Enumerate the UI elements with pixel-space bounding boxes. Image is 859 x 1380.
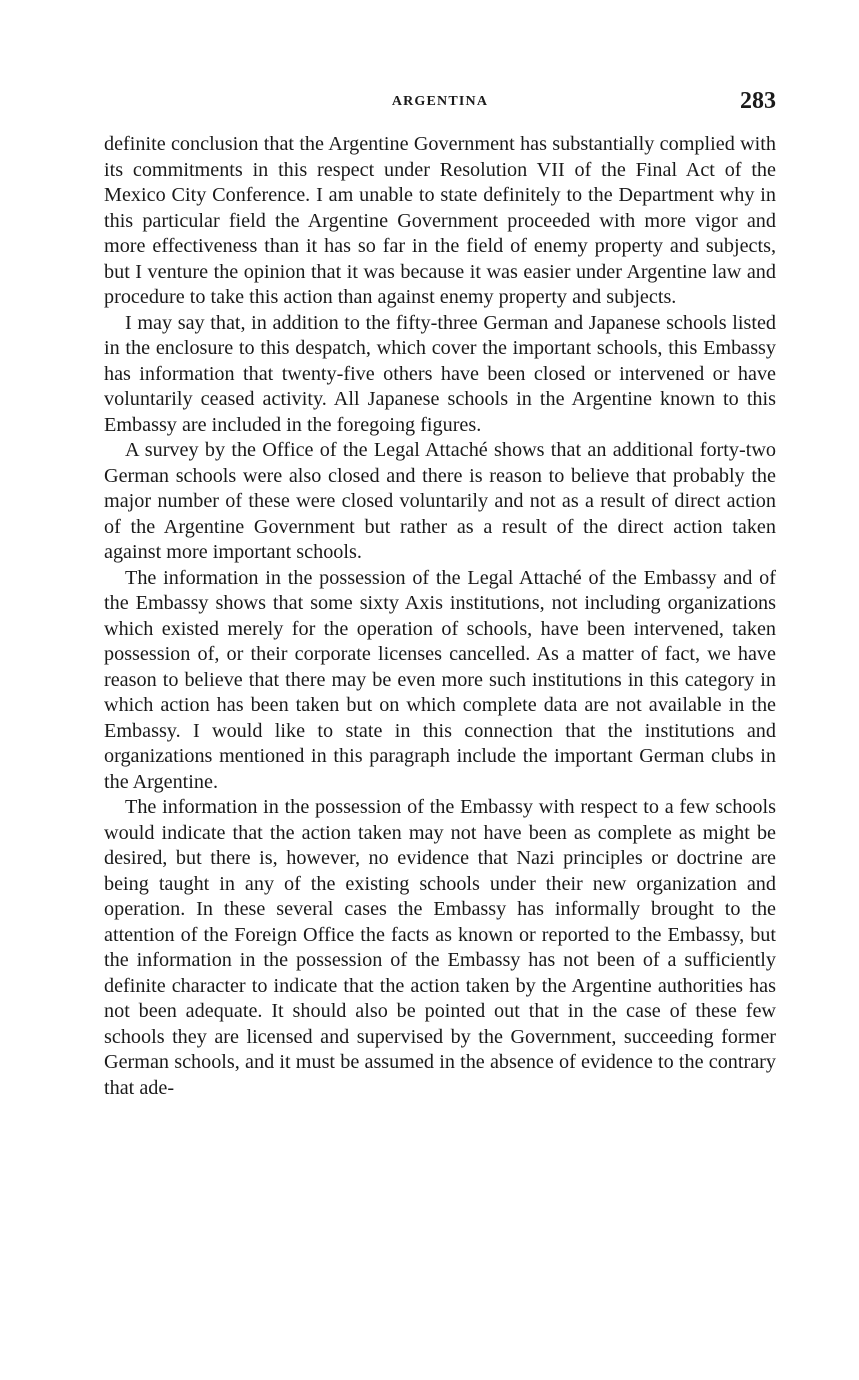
paragraph-legal-attache-survey: A survey by the Office of the Legal Attaché shows that an additional forty-two German schools were also closed and there is reason to believe that probably the major number of these were closed voluntarily and not as a result of direct action of the Argentine Government but rather as a result of the direct action taken against more important schools. bbox=[104, 439, 776, 563]
running-title: ARGENTINA bbox=[391, 94, 489, 109]
paragraph-remaining-schools: The information in the possession of the Embassy with respect to a few schools would indicate that the action taken may not have been as complete as might be desired, but there is, however, no evidence that Nazi principles or doctrine are being taught in any of the existing schools under their new organization and operation. In these several cases the Embassy has informally brought to the attention of the Foreign Office the facts as known or reported to the Embassy, but the information in the possession of the Embassy has not been of a sufficiently definite character to indicate that the action taken by the Argentine authorities has not been adequate. It should also be pointed out that in the case of these few schools they are licensed and supervised by the Government, succeeding former German schools, and it must be assumed in the absence of evidence to the contrary that ade- bbox=[104, 796, 776, 1099]
running-header bbox=[104, 88, 776, 120]
paragraph-continuation: definite conclusion that the Argentine Government has substantially complied with its commitments in this respect under Resolution VII of the Final Act of the Mexico City Conference. I am unable to state definitely to the Department why in this particular field the Argentine Government proceeded with more vigor and more effectiveness than it has so far in the field of enemy property and subjects, but I venture the opinion that it was because it was easier under Argentine law and procedure to take this action than against enemy property and subjects. bbox=[104, 133, 776, 308]
paragraph-axis-institutions: The information in the possession of the Legal Attaché of the Embassy and of the Embassy shows that some sixty Axis institutions, not including organizations which existed merely for the operation of schools, have been intervened, taken possession of, or their corporate licenses cancelled. As a matter of fact, we have reason to believe that there may be even more such institutions in this category in which action has been taken but on which complete data are not available in the Embassy. I would like to state in this connection that the institutions and organizations mentioned in this paragraph include the important German clubs in the Argentine. bbox=[104, 566, 776, 793]
page-number: 283 bbox=[740, 88, 776, 114]
body-text bbox=[104, 132, 776, 1101]
paragraph-schools: I may say that, in addition to the fifty-three German and Japanese schools listed in the enclosure to this despatch, which cover the important schools, this Embassy has information that twenty-five others have been closed or intervened or have voluntarily ceased activity. All Japanese schools in the Argentine known to this Embassy are included in the foregoing figures. bbox=[104, 311, 776, 436]
